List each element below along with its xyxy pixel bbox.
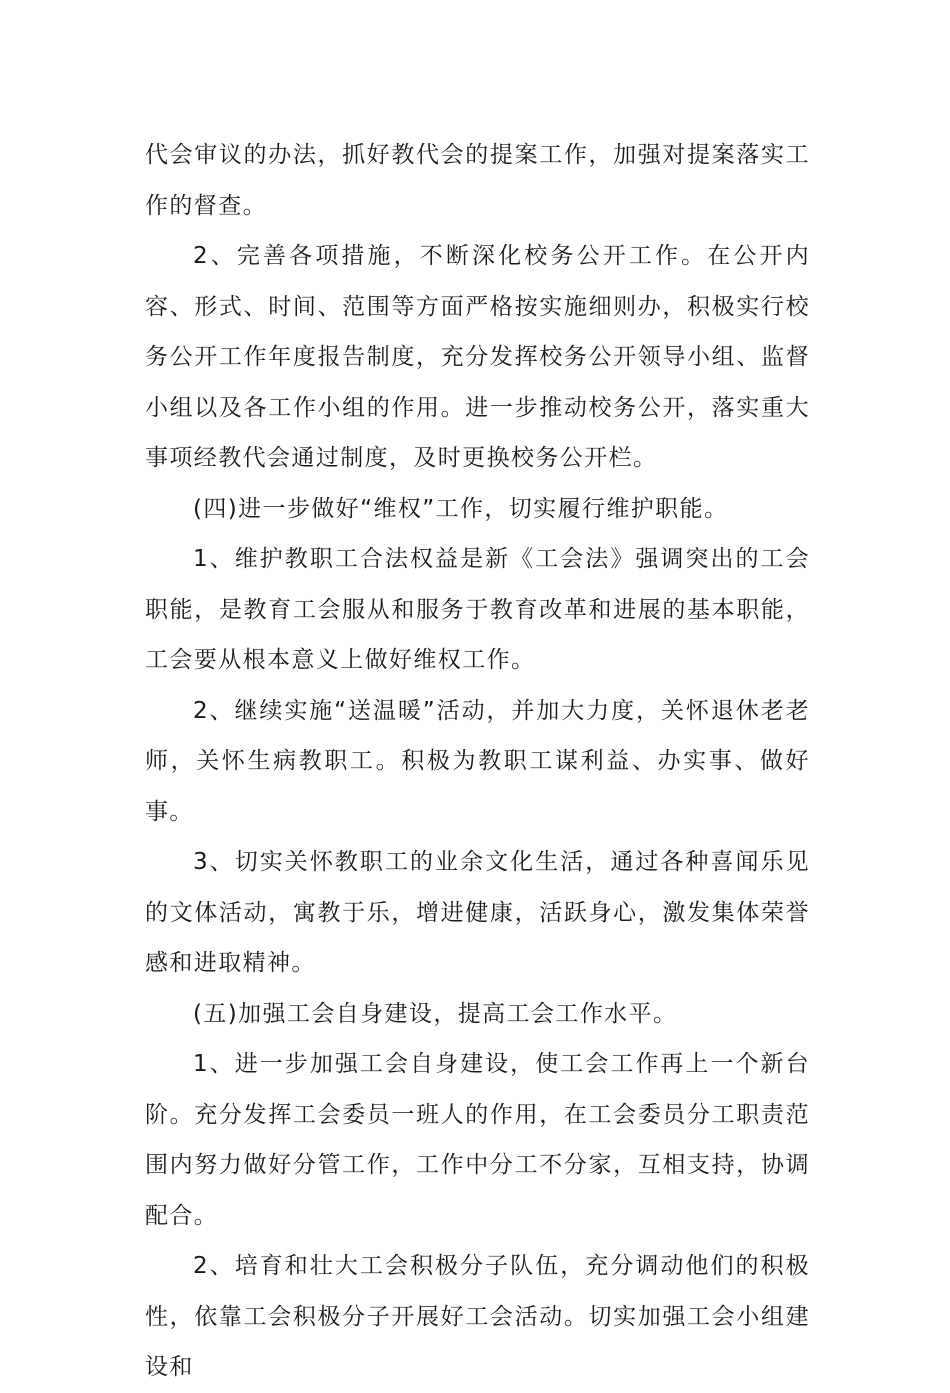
section-heading-rights-protection: (四)进一步做好“维权”工作，切实履行维护职能。 [193,495,729,522]
paragraph-legal-rights: 1、维护教职工合法权益是新《工会法》强调突出的工会职能，是教育工会服从和服务于教育改革和进展的基本职能，工会要从根本意义上做好维权工作。 [145,546,810,673]
paragraph-warmth-campaign: 2、继续实施“送温暖”活动，并加大力度，关怀退休老老师，关怀生病教职工。积极为教职工谋利益、办实事、做好事。 [145,697,810,825]
paragraph-proposal-supervision: 代会审议的办法，抓好教代会的提案工作，加强对提案落实工作的督查。 [145,142,810,219]
paragraph-cultural-life: 3、切实关怀教职工的业余文化生活，通过各种喜闻乐见的文体活动，寓教于乐，增进健康，活跃身心，激发集体荣誉感和进取精神。 [145,849,810,976]
section-heading-union-building: (五)加强工会自身建设，提高工会工作水平。 [193,1000,678,1027]
document-body [145,130,810,1393]
paragraph-union-self-building: 1、进一步加强工会自身建设，使工会工作再上一个新台阶。充分发挥工会委员一班人的作用，在工会委员分工职责范围内努力做好分管工作，工作中分工不分家，互相支持，协调配合。 [145,1051,810,1229]
paragraph-school-affairs-openness: 2、完善各项措施，不断深化校务公开工作。在公开内容、形式、时间、范围等方面严格按实施细则办，积极实行校务公开工作年度报告制度，充分发挥校务公开领导小组、监督小组以及各工作小组的作用。进一步推动校务公开，落实重大事项经教代会通过制度，及时更换校务公开栏。 [145,243,810,471]
paragraph-activists-team: 2、培育和壮大工会积极分子队伍，充分调动他们的积极性，依靠工会积极分子开展好工会活动。切实加强工会小组建设和 [145,1253,810,1380]
